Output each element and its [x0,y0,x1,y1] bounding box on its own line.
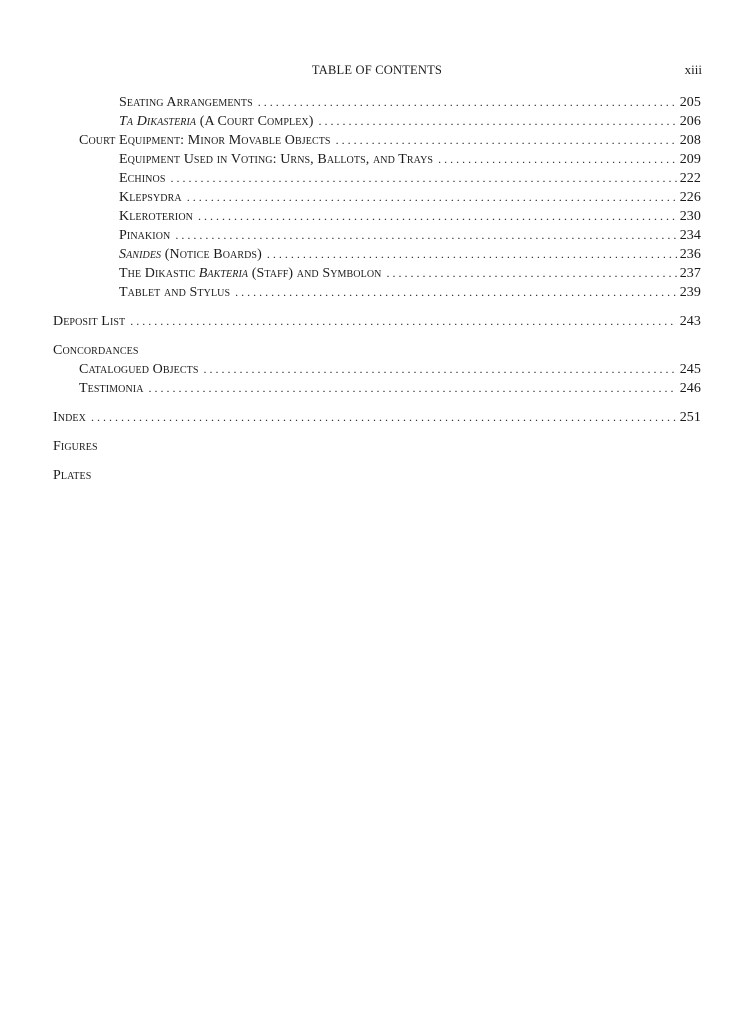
toc-entry-page: 230 [679,209,701,224]
toc-entry [0,312,754,331]
toc-entry-page: 209 [679,152,701,167]
toc-entry [0,112,754,131]
toc-entry-page: 251 [679,410,701,425]
toc-entry-label-text: Concordances [53,343,139,358]
toc-entry-page: 206 [679,114,701,129]
dot-leader [91,408,677,427]
toc-entry-label-text: (A Court Complex) [196,114,314,129]
toc-entry-page: 239 [679,285,701,300]
toc-entry-label-text: Catalogued Objects [79,362,199,377]
toc-entry [0,188,754,207]
dot-leader [187,188,677,207]
toc-entry-label [53,312,125,331]
toc-entry-label-prefix: The Dikastic [119,266,199,281]
running-title: TABLE OF CONTENTS [311,63,443,77]
dot-leader [204,360,677,379]
toc-entry-label-text: Index [53,410,86,425]
dot-leader [235,283,677,302]
toc-entry-label-text: Kleroterion [119,209,193,224]
toc-entry [0,169,754,188]
toc-entry [0,379,754,398]
toc-entry-label [119,188,182,207]
toc-entry-page: 237 [679,266,701,281]
toc-entry-label-text: Equipment Used in Voting: Urns, Ballots, and Trays [119,152,434,167]
toc-entry-page: 236 [679,247,701,262]
dot-leader [149,379,677,398]
toc-entry-label-italic: Bakteria [198,266,249,281]
toc-entry [0,264,754,283]
toc-entry-page: 226 [679,190,701,205]
toc-entry-label [119,112,314,131]
toc-entry-label-text: Testimonia [79,381,144,396]
toc-entry-label [119,207,193,226]
toc-entry-label [119,169,165,188]
toc-entry-page: 222 [679,171,701,186]
toc-entry-label [53,466,91,485]
dot-leader [258,93,677,112]
toc-entry-label-text: Pinakion [119,228,171,243]
toc-entry-label [79,131,331,150]
toc-entry-page: 208 [679,133,701,148]
toc-entry-label-text: Court Equipment: Minor Movable Objects [79,133,331,148]
toc-entry [0,466,754,485]
toc-entry [0,93,754,112]
toc-entry [0,408,754,427]
toc-entry [0,360,754,379]
toc-entry-page: 205 [679,95,701,110]
toc-entry [0,341,754,360]
toc-entry-label [119,245,262,264]
toc-entry-page: 234 [679,228,701,243]
toc-entry-page: 246 [679,381,701,396]
dot-leader [386,264,676,283]
toc-entry-label-text: Figures [53,439,98,454]
toc-entry-label [119,264,381,283]
toc-entry-label-italic: Sanides [119,247,162,262]
toc-entry-label-text: Deposit List [53,314,126,329]
toc-entry-label-text: (Notice Boards) [161,247,262,262]
toc-entry [0,226,754,245]
toc-entry-label-text: (Staff) and Symbolon [248,266,382,281]
toc-entry-label-text: Klepsydra [119,190,182,205]
dot-leader [198,207,677,226]
toc-entry-page: 243 [679,314,701,329]
toc-entry [0,131,754,150]
toc-entry-label [119,226,170,245]
dot-leader [130,312,676,331]
toc-entry [0,150,754,169]
toc-entry-label [79,360,199,379]
toc-entry-label [53,408,86,427]
running-head [0,63,754,81]
toc-entry-label [119,93,253,112]
page-number: xiii [684,62,702,77]
dot-leader [175,226,676,245]
toc-entry-label [119,150,433,169]
table-of-contents [0,93,754,485]
dot-leader [319,112,677,131]
toc-entry-label-text: Seating Arrangements [119,95,253,110]
toc-entry-label-text: Tablet and Stylus [119,285,231,300]
toc-entry [0,245,754,264]
toc-entry-label [119,283,230,302]
dot-leader [170,169,676,188]
dot-leader [267,245,677,264]
toc-entry [0,207,754,226]
toc-entry-label [53,341,139,360]
toc-entry [0,437,754,456]
toc-entry-label-text: Plates [53,468,92,483]
toc-entry-page: 245 [679,362,701,377]
dot-leader [438,150,677,169]
dot-leader [336,131,677,150]
toc-entry-label-italic: Ta Dikasteria [119,114,197,129]
toc-entry-label [79,379,144,398]
toc-entry-label-text: Echinos [119,171,166,186]
toc-entry-label [53,437,98,456]
toc-entry [0,283,754,302]
